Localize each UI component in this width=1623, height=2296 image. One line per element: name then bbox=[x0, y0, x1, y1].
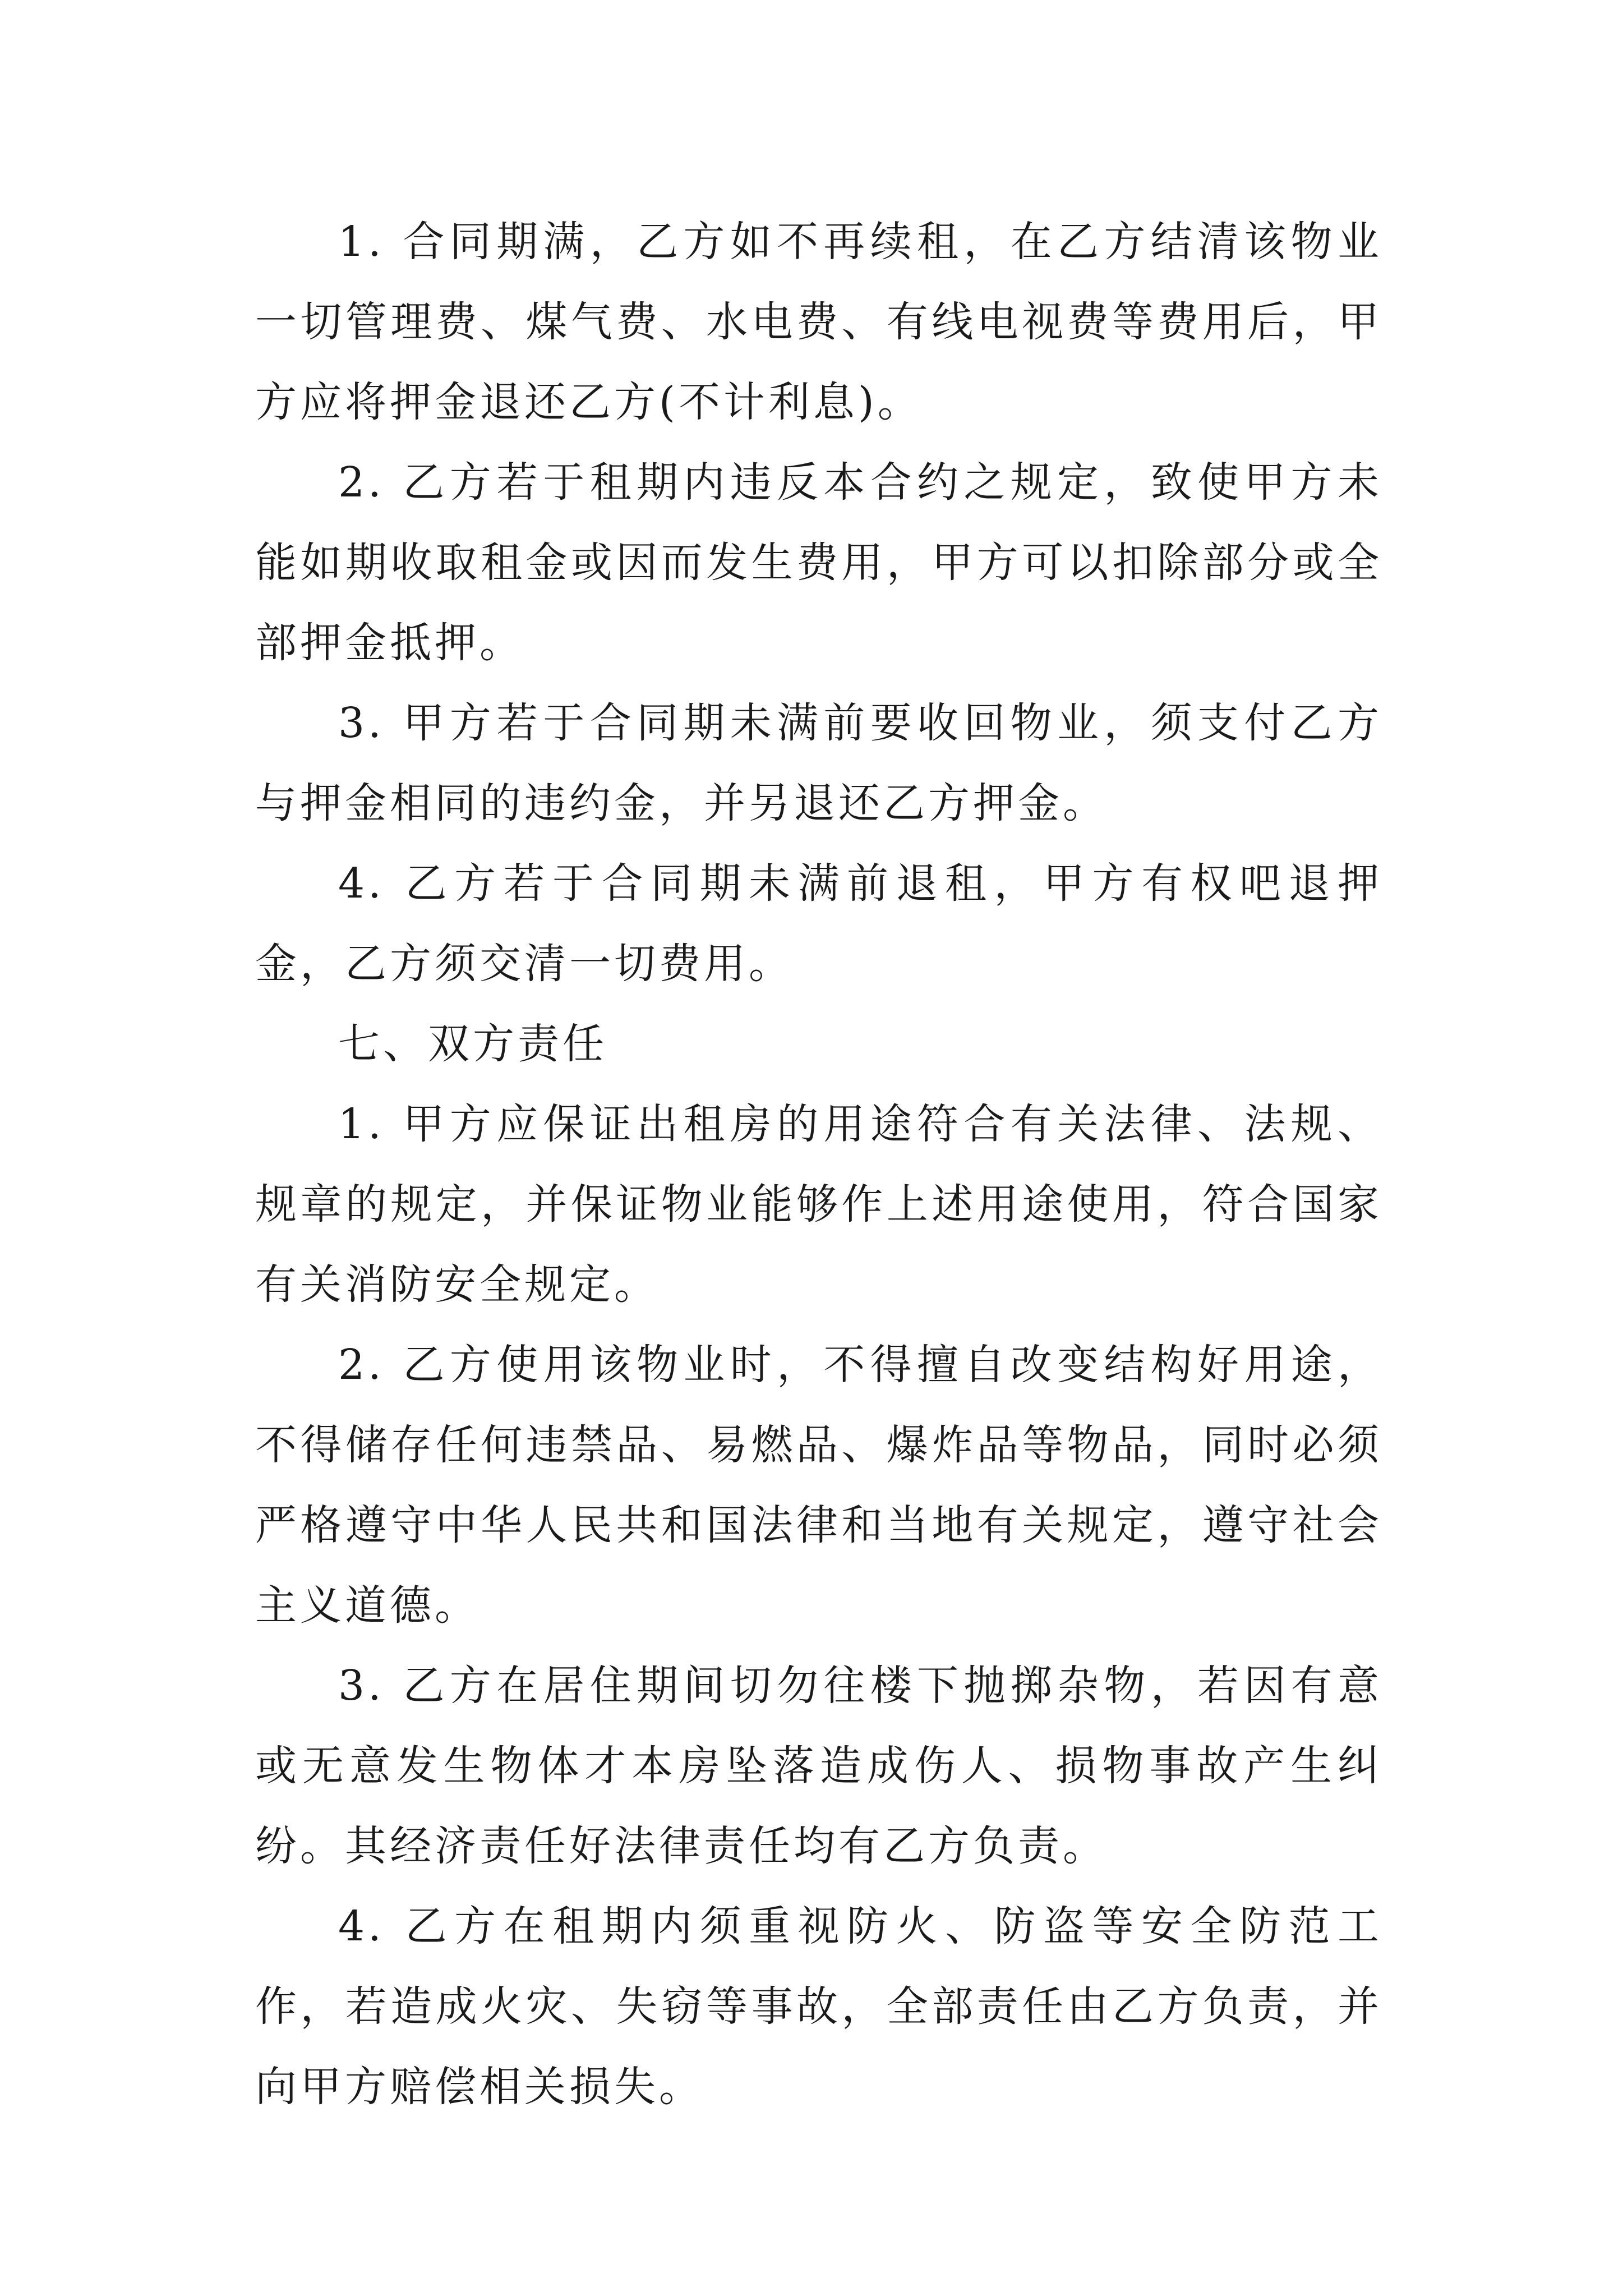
clause-early-recovery: 3. 甲方若于合同期未满前要收回物业，须支付乙方与押金相同的违约金，并另退还乙方押金。 bbox=[255, 699, 1382, 827]
section-heading-responsibilities: 七、双方责任 bbox=[338, 1020, 607, 1068]
clause-early-termination: 4. 乙方若于合同期未满前退租，甲方有权吧退押金，乙方须交清一切费用。 bbox=[255, 859, 1382, 988]
clause-deposit-refund: 1. 合同期满，乙方如不再续租，在乙方结清该物业一切管理费、煤气费、水电费、有线电视费等费用后，甲方应将押金退还乙方(不计利息)。 bbox=[255, 218, 1382, 426]
clause-deposit-deduction: 2. 乙方若于租期内违反本合约之规定，致使甲方未能如期收取租金或因而发生费用，甲方可以扣除部分或全部押金抵押。 bbox=[255, 458, 1382, 667]
clause-lessor-guarantee: 1. 甲方应保证出租房的用途符合有关法律、法规、规章的规定，并保证物业能够作上述用途使用，符合国家有关消防安全规定。 bbox=[255, 1100, 1382, 1309]
document-page bbox=[255, 202, 1382, 2127]
clause-falling-objects: 3. 乙方在居住期间切勿往楼下抛掷杂物，若因有意或无意发生物体才本房坠落造成伤人、损物事故产生纠纷。其经济责任好法律责任均有乙方负责。 bbox=[255, 1662, 1382, 1870]
clause-fire-theft-safety: 4. 乙方在租期内须重视防火、防盗等安全防范工作，若造成火灾、失窃等事故，全部责任由乙方负责，并向甲方赔偿相关损失。 bbox=[255, 1902, 1382, 2111]
clause-lessee-usage: 2. 乙方使用该物业时，不得擅自改变结构好用途，不得储存任何违禁品、易燃品、爆炸品等物品，同时必须严格遵守中华人民共和国法律和当地有关规定，遵守社会主义道德。 bbox=[255, 1341, 1382, 1630]
